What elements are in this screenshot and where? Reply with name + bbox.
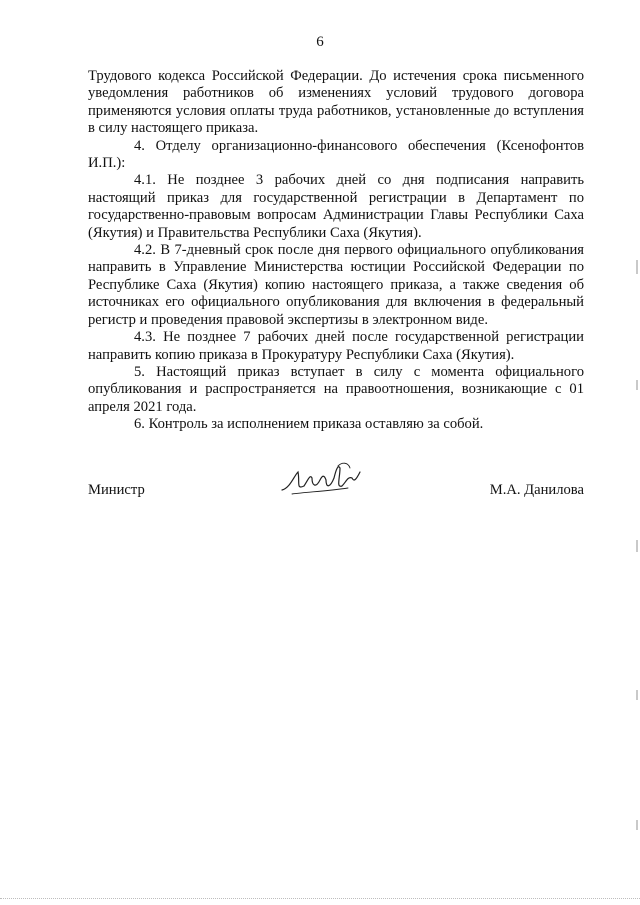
document-body xyxy=(88,68,584,434)
scan-artifact xyxy=(636,690,638,700)
signature-block xyxy=(88,476,584,516)
paragraph-item-6: 6. Контроль за исполнением приказа оставляю за собой. xyxy=(134,416,484,433)
handwritten-signature xyxy=(278,458,370,498)
scan-artifact xyxy=(636,380,638,390)
paragraph-continuation: Трудового кодекса Российской Федерации. До истечения срока письменного уведомления работников об изменениях условий трудового договора применяются условия оплаты труда работников, установленные до вступления в силу настоящего приказа. xyxy=(88,68,584,137)
signatory-name: М.А. Данилова xyxy=(489,482,584,498)
paragraph-item-4-2: 4.2. В 7-дневный срок после дня первого официального опубликования направить в Управление Министерства юстиции Российской Федерации по Республике Саха (Якутия) копию настоящего приказа, а также сведения об источниках его официального опубликования для включения в федеральный регистр и проведения правовой экспертизы в электронном виде. xyxy=(88,242,584,328)
scan-artifact xyxy=(636,540,638,552)
paragraph-item-4: 4. Отделу организационно-финансового обеспечения (Ксенофонтов И.П.): xyxy=(88,137,584,172)
page-number: 6 xyxy=(316,34,324,50)
signatory-title: Министр xyxy=(88,482,145,498)
scan-artifact xyxy=(636,260,638,274)
scan-bottom-edge xyxy=(0,897,640,899)
scan-artifact xyxy=(636,820,638,830)
paragraph-item-4-1: 4.1. Не позднее 3 рабочих дней со дня подписания направить настоящий приказ для государственной регистрации в Департамент по государственно-правовым вопросам Администрации Главы Республики Саха (Якутия) и Правительства Республики Саха (Якутия). xyxy=(88,172,584,241)
paragraph-item-5: 5. Настоящий приказ вступает в силу с момента официального опубликования и распространяется на правоотношения, возникающие с 01 апреля 2021 года. xyxy=(88,363,584,415)
paragraph-item-4-3: 4.3. Не позднее 7 рабочих дней после государственной регистрации направить копию приказа в Прокуратуру Республики Саха (Якутия). xyxy=(88,329,584,363)
